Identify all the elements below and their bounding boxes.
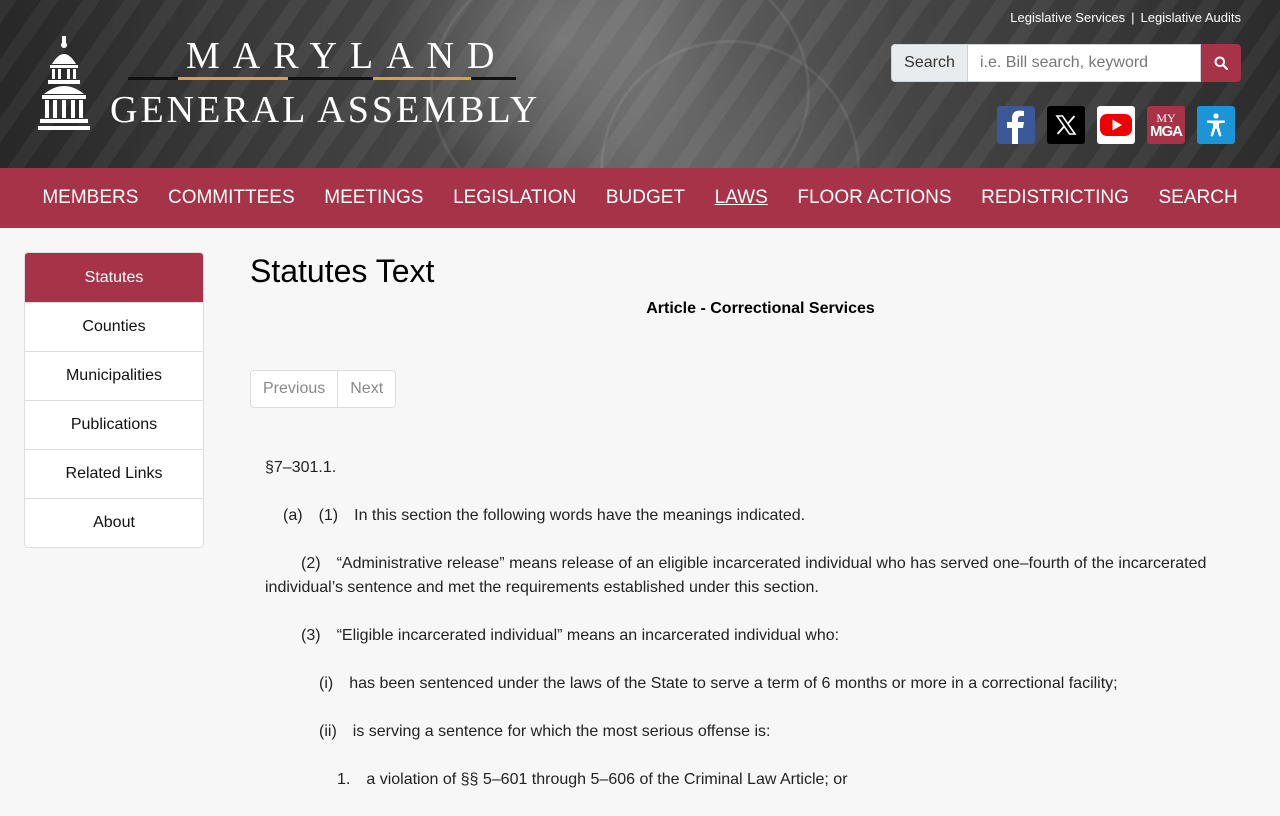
previous-button[interactable]: Previous xyxy=(263,380,326,397)
text-i: has been sentenced under the laws of the State to serve a term of 6 months or more in a correctional facility; xyxy=(349,675,1118,692)
sidebar-item-about[interactable]: About xyxy=(25,498,203,547)
nav-budget[interactable]: BUDGET xyxy=(605,187,686,208)
top-links xyxy=(1010,10,1241,25)
statute-paragraph-ii xyxy=(265,720,1225,744)
top-links-separator: | xyxy=(1131,10,1135,25)
youtube-icon xyxy=(1097,106,1135,144)
search-label: Search xyxy=(891,44,968,82)
accessibility-link[interactable] xyxy=(1197,106,1235,144)
site-search xyxy=(891,44,1241,82)
page-title: Statutes Text xyxy=(250,253,435,289)
social-links xyxy=(997,106,1235,144)
article-heading: Article - Correctional Services xyxy=(646,300,875,317)
nav-search[interactable]: SEARCH xyxy=(1158,187,1238,208)
statute-paragraph-a3 xyxy=(265,624,1225,648)
pagination xyxy=(250,370,396,408)
statute-paragraph-a1 xyxy=(265,504,1225,528)
search-button[interactable] xyxy=(1201,44,1241,82)
logo-general-assembly: GENERAL ASSEMBLY xyxy=(110,89,541,131)
main-content xyxy=(250,252,1270,788)
logo-rule xyxy=(128,77,516,80)
statute-paragraph-i xyxy=(265,672,1225,696)
statute-paragraph-a2 xyxy=(265,552,1225,600)
label-a1: (1) xyxy=(318,507,339,524)
label-a2: (2) xyxy=(301,555,321,572)
nav-floor-actions[interactable]: FLOOR ACTIONS xyxy=(797,187,952,208)
label-i: (i) xyxy=(319,675,334,692)
legislative-services-link[interactable]: Legislative Services xyxy=(1010,10,1126,25)
statute-paragraph-1 xyxy=(265,768,1225,792)
next-button[interactable]: Next xyxy=(337,371,395,407)
x-icon xyxy=(1055,114,1077,136)
sidebar-item-counties[interactable]: Counties xyxy=(25,302,203,351)
label-a: (a) xyxy=(283,507,303,524)
facebook-link[interactable] xyxy=(997,106,1035,144)
sidebar-item-related-links[interactable]: Related Links xyxy=(25,449,203,498)
sidebar-item-statutes[interactable]: Statutes xyxy=(25,253,203,302)
youtube-link[interactable] xyxy=(1097,106,1135,144)
site-logo[interactable] xyxy=(38,36,548,136)
statute-text xyxy=(265,456,1225,816)
text-a2: “Administrative release” means release of an eligible incarcerated individual who has served one–fourth of the incarcerated individual’s sentence and met the requirements established under this section. xyxy=(265,555,1207,596)
text-1: a violation of §§ 5–601 through 5–606 of the Criminal Law Article; or xyxy=(366,771,848,788)
x-link[interactable] xyxy=(1047,106,1085,144)
mymga-link[interactable] xyxy=(1147,106,1185,144)
text-a1: In this section the following words have the meanings indicated. xyxy=(354,507,806,524)
nav-members[interactable]: MEMBERS xyxy=(42,187,139,208)
label-1: 1. xyxy=(337,771,351,788)
nav-laws[interactable]: LAWS xyxy=(714,187,768,208)
facebook-icon xyxy=(997,106,1035,144)
mymga-label-my: MY xyxy=(1156,111,1176,125)
accessibility-icon xyxy=(1203,112,1229,138)
legislative-audits-link[interactable]: Legislative Audits xyxy=(1140,10,1241,25)
nav-meetings[interactable]: MEETINGS xyxy=(324,187,424,208)
nav-redistricting[interactable]: REDISTRICTING xyxy=(981,187,1129,208)
nav-committees[interactable]: COMMITTEES xyxy=(167,187,295,208)
nav-legislation[interactable]: LEGISLATION xyxy=(453,187,577,208)
mymga-label-mga: MGA xyxy=(1150,123,1182,140)
capitol-dome-icon xyxy=(38,36,90,132)
section-number: §7–301.1. xyxy=(265,459,337,476)
sidebar-item-municipalities[interactable]: Municipalities xyxy=(25,351,203,400)
logo-maryland: MARYLAND xyxy=(186,35,508,77)
search-input[interactable] xyxy=(968,44,1201,82)
label-a3: (3) xyxy=(301,627,321,644)
laws-sidebar xyxy=(24,252,204,548)
site-header xyxy=(0,0,1280,168)
sidebar-item-publications[interactable]: Publications xyxy=(25,400,203,449)
label-ii: (ii) xyxy=(319,723,337,740)
text-a3: “Eligible incarcerated individual” means an incarcerated individual who: xyxy=(336,627,840,644)
search-icon xyxy=(1214,56,1228,70)
main-nav xyxy=(0,168,1280,228)
text-ii: is serving a sentence for which the most serious offense is: xyxy=(352,723,771,740)
